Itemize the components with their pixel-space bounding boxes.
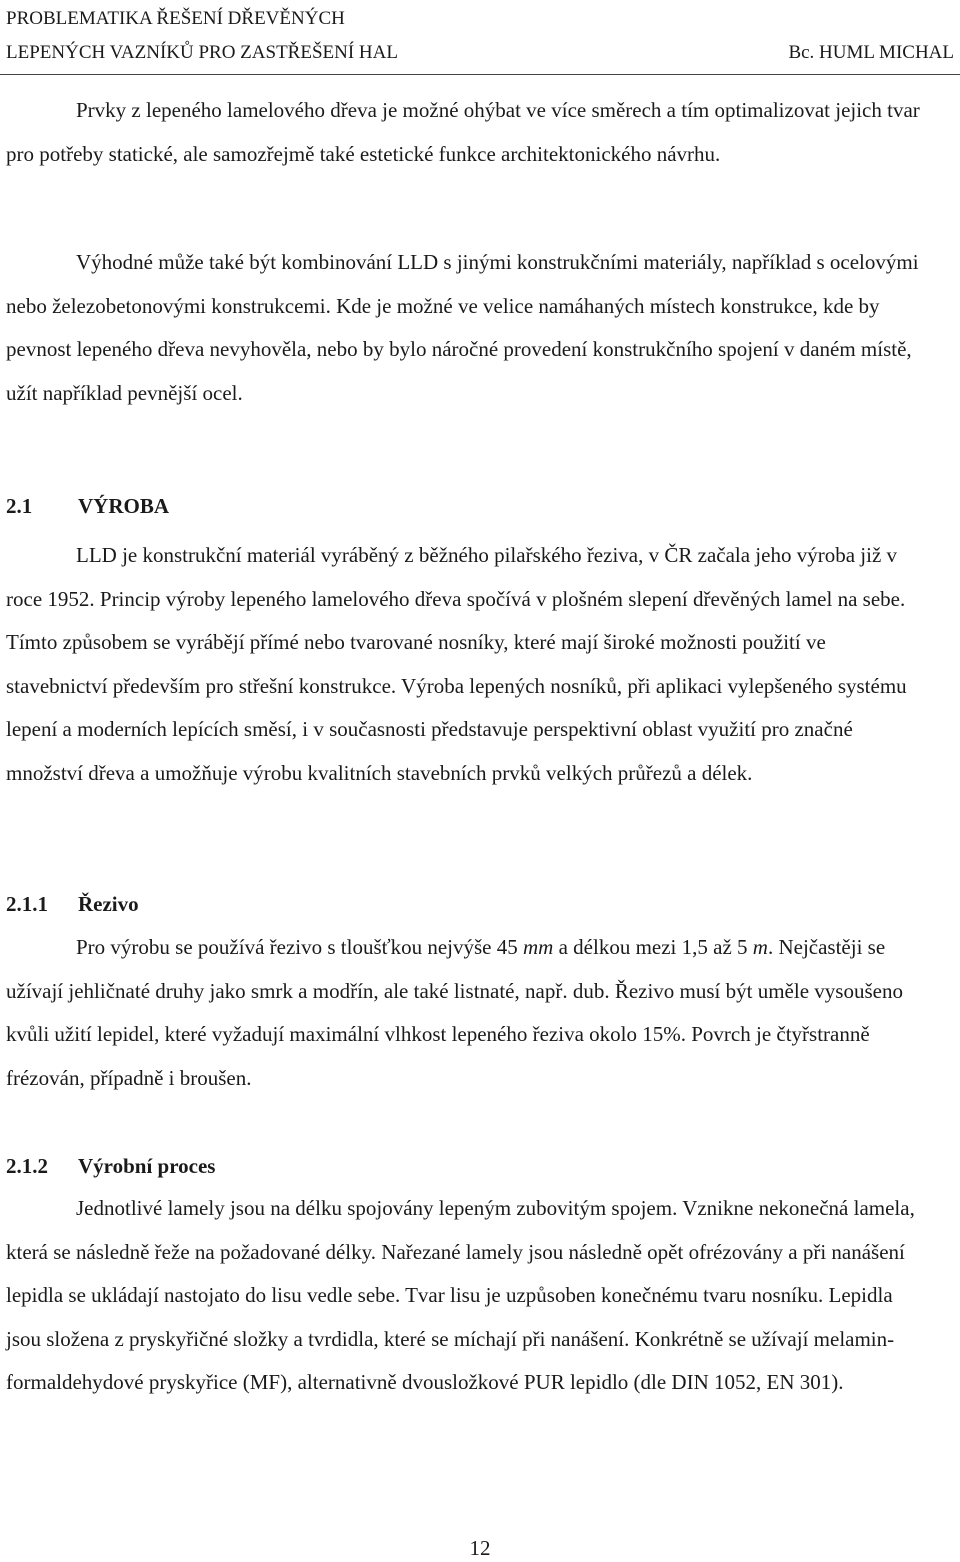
header-author: Bc. HUML MICHAL: [788, 42, 954, 63]
unit-m: m: [752, 935, 768, 959]
text-segment: . Nejčastěji se užívají jehličnaté druhy jako smrk a modřín, ale také listnaté, např. dub. Řezivo musí být uměle vysoušeno kvůli užití lepidel, které vyžadují maximální vlhkost lepeného řeziva okolo 15%. Povrch je čtyřstranně frézován, případně i broušen.: [6, 935, 903, 1090]
header-divider: [0, 74, 960, 75]
section-number: 2.1.1: [6, 892, 48, 916]
section-title: Řezivo: [78, 892, 139, 916]
section-heading-2-1-1: [6, 889, 139, 919]
running-header-title: [6, 2, 398, 70]
page-number: 12: [469, 1536, 491, 1560]
section-number: 2.1.2: [6, 1154, 48, 1178]
section-title: Výrobní proces: [78, 1154, 216, 1178]
section-title: VÝROBA: [78, 494, 170, 518]
section-number: 2.1: [6, 494, 33, 518]
section-heading-2-1: [6, 491, 169, 521]
text-segment: Pro výrobu se používá řezivo s tloušťkou nejvýše 45: [76, 935, 523, 959]
unit-mm: mm: [523, 935, 554, 959]
header-title-line2: LEPENÝCH VAZNÍKŮ PRO ZASTŘEŠENÍ HAL: [6, 42, 398, 63]
text-segment: a délkou mezi 1,5 až 5: [553, 935, 753, 959]
header-title-line1: PROBLEMATIKA ŘEŠENÍ DŘEVĚNÝCH: [6, 8, 345, 29]
section-2-1-2-paragraph: Jednotlivé lamely jsou na délku spojovány lepeným zubovitým spojem. Vznikne nekonečná lamela, která se následně řeže na požadované délky. Nařezané lamely jsou následně opět ofrézovány a při nanášení lepidla se ukládají nastojato do lisu vedle sebe. Tvar lisu je uzpůsoben konečnému tvaru nosníku. Lepidla jsou složena z pryskyřičné složky a tvrdidla, které se míchají při nanášení. Konkrétně se užívají melamin-formaldehydové pryskyřice (MF), alternativně dvousložkové PUR lepidlo (dle DIN 1052, EN 301).: [6, 1196, 915, 1394]
intro-paragraph-1: Prvky z lepeného lamelového dřeva je možné ohýbat ve více směrech a tím optimalizovat jejich tvar pro potřeby statické, ale samozřejmě také estetické funkce architektonického návrhu.: [6, 98, 920, 166]
intro-paragraph-2: Výhodné může také být kombinování LLD s jinými konstrukčními materiály, například s ocelovými nebo železobetonovými konstrukcemi. Kde je možné ve velice namáhaných místech konstrukce, kde by pevnost lepeného dřeva nevyhověla, nebo by bylo náročné provedení konstrukčního spojení v daném místě, užít například pevnější ocel.: [6, 250, 919, 405]
section-2-1-paragraph: LLD je konstrukční materiál vyráběný z běžného pilařského řeziva, v ČR začala jeho výroba již v roce 1952. Princip výroby lepeného lamelového dřeva spočívá v plošném slepení dřevěných lamel na sebe. Tímto způsobem se vyrábějí přímé nebo tvarované nosníky, které mají široké možnosti použití ve stavebnictví především pro střešní konstrukce. Výroba lepených nosníků, při aplikaci vylepšeného systému lepení a moderních lepících směsí, i v současnosti představuje perspektivní oblast využití pro značné množství dřeva a umožňuje výrobu kvalitních stavebních prvků velkých průřezů a délek.: [6, 543, 907, 785]
section-2-1-1-paragraph: [6, 926, 930, 1100]
section-heading-2-1-2: [6, 1151, 215, 1181]
